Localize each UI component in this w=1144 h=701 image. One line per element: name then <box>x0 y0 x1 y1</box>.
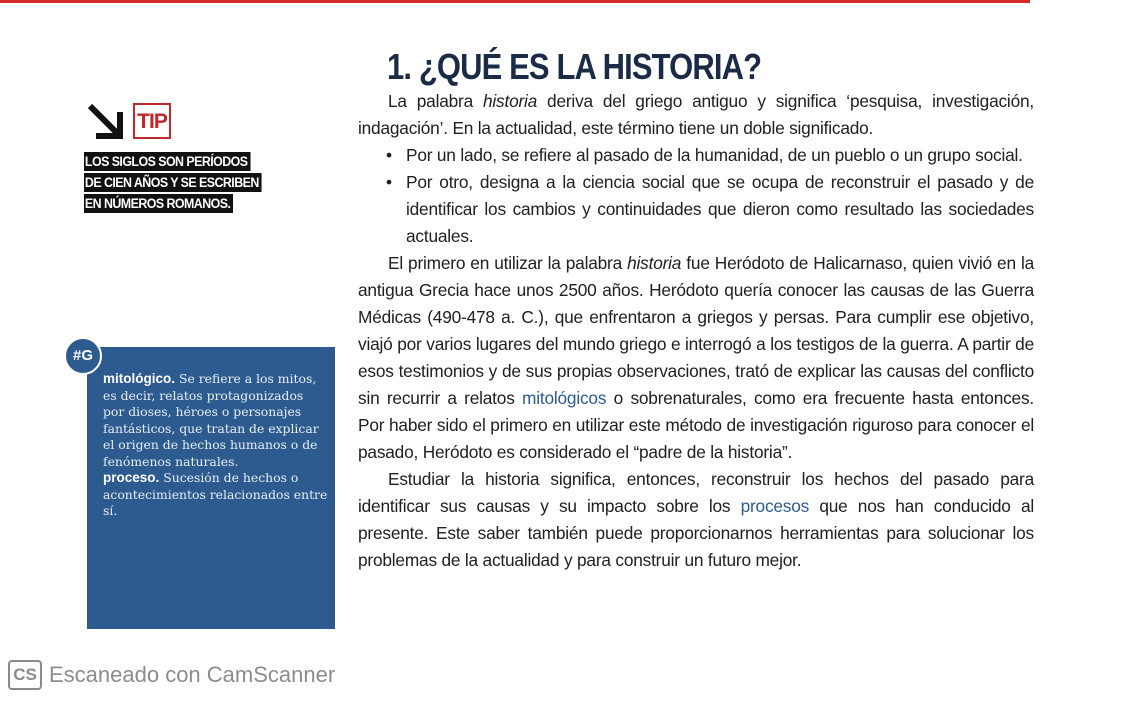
glossary-term: proceso. <box>103 470 160 485</box>
paragraph <box>358 466 1034 574</box>
glossary-body <box>103 371 328 520</box>
list-item: • Por otro, designa a la ciencia social que se ocupa de reconstruir el pasado y de identificar los cambios y continuidades que dieron como resultado las sociedades actuales. <box>406 169 1034 250</box>
glossary-badge: #G <box>64 337 102 375</box>
glossary-term: mitológico. <box>103 371 175 386</box>
glossary-link-proceso: procesos <box>740 496 810 516</box>
tip-line: LOS SIGLOS SON PERÍODOS <box>84 152 250 171</box>
glossary-link-mitologico: mitológicos <box>522 388 607 408</box>
bullet-list <box>358 142 1034 250</box>
tip-line: DE CIEN AÑOS Y SE ESCRIBEN <box>84 173 262 192</box>
paragraph <box>358 88 1034 142</box>
text-run: La palabra <box>388 91 483 111</box>
top-accent-line <box>0 0 1030 3</box>
glossary-definition: Sucesión de hechos o acontecimientos relacionados entre sí. <box>103 470 328 518</box>
paragraph <box>358 250 1034 466</box>
glossary-entry <box>103 470 328 520</box>
tip-label: TIP <box>133 103 171 139</box>
watermark-text: Escaneado con CamScanner <box>49 662 336 687</box>
list-item: • Por un lado, se refiere al pasado de la humanidad, de un pueblo o un grupo social. <box>406 142 1034 169</box>
glossary-definition: Se refiere a los mitos, es decir, relatos protagonizados por dioses, héroes o personajes fantásticos, que tratan de explicar el origen de hechos humanos o de fenómenos naturales. <box>103 371 319 469</box>
page-title: 1. ¿QUÉ ES LA HISTORIA? <box>387 46 762 87</box>
text-run: o sobrenaturales, como era frecuente hasta entonces. Por haber sido el primero en utilizar este método de investigación riguroso para conocer el pasado, Heródoto es considerado el “padre de la historia”. <box>358 388 1034 462</box>
emphasis-word: historia <box>482 91 538 111</box>
tip-note <box>84 152 294 215</box>
text-run: El primero en utilizar la palabra <box>388 253 628 273</box>
article-body <box>358 88 1034 574</box>
text-run: Estudiar la historia significa, entonces, reconstruir los hechos del pasado para identificar sus causas y su impacto sobre los <box>358 469 1034 516</box>
emphasis-word: historia <box>627 253 682 273</box>
tip-line: EN NÚMEROS ROMANOS. <box>84 194 233 213</box>
camscanner-logo: CS <box>8 660 42 690</box>
text-run: fue Heródoto de Halicarnaso, quien vivió en la antigua Grecia hace unos 2500 años. Heródoto quería conocer las causas de las Guerra Médicas (490-478 a. C.), que enfrentaron a griegos y persas. Para cumplir ese objetivo, viajó por varios lugares del mundo griego e interrogó a los testigos de la guerra. A partir de esos testimonios y de sus propias observaciones, trató de explicar las causas del conflicto sin recurrir a relatos <box>358 253 1034 408</box>
text-run: deriva del griego antiguo y significa ‘pesquisa, investigación, indagación’. En la actualidad, este término tiene un doble significado. <box>358 91 1034 138</box>
camscanner-watermark <box>8 658 335 692</box>
glossary-entry <box>103 371 328 470</box>
diagonal-arrow-icon <box>84 100 128 144</box>
text-run: que nos han conducido al presente. Este saber también puede proporcionarnos herramientas para solucionar los problemas de la actualidad y para construir un futuro mejor. <box>358 496 1034 570</box>
